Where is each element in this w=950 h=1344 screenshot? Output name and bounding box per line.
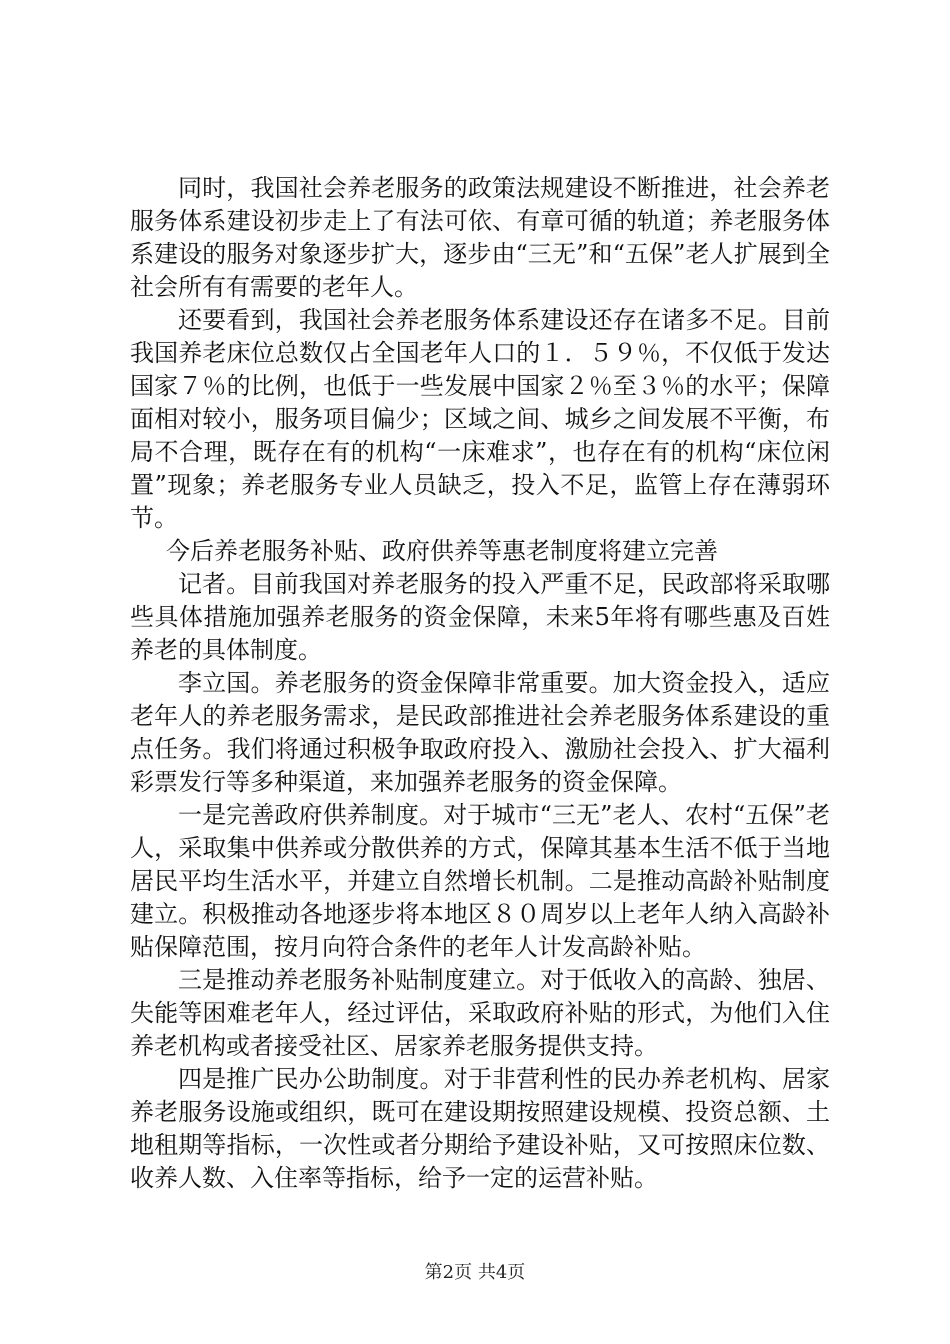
paragraph-reporter-question: 记者。目前我国对养老服务的投入严重不足，民政部将采取哪些具体措施加强养老服务的资金保障，未来5年将有哪些惠及百姓养老的具体制度。	[130, 570, 830, 664]
body-text	[130, 172, 830, 1195]
paragraph-measure-four: 四是推广民办公助制度。对于非营利性的民办养老机构、居家养老服务设施或组织，既可在建设期按照建设规模、投资总额、土地租期等指标，一次性或者分期给予建设补贴，又可按照床位数、收养人数、入住率等指标，给予一定的运营补贴。	[130, 1065, 830, 1192]
paragraph-policy-progress: 同时，我国社会养老服务的政策法规建设不断推进，社会养老服务体系建设初步走上了有法可依、有章可循的轨道；养老服务体系建设的服务对象逐步扩大，逐步由“三无”和“五保”老人扩展到全社会所有有需要的老年人。	[130, 174, 830, 301]
page-indicator: 第2页 共4页	[424, 1262, 526, 1283]
paragraph-li-liguo-answer: 李立国。养老服务的资金保障非常重要。加大资金投入，适应老年人的养老服务需求，是民政部推进社会养老服务体系建设的重点任务。我们将通过积极争取政府投入、激励社会投入、扩大福利彩票发行等多种渠道，来加强养老服务的资金保障。	[130, 669, 830, 796]
paragraph-shortcomings: 还要看到，我国社会养老服务体系建设还存在诸多不足。目前我国养老床位总数仅占全国老年人口的１．５９％，不仅低于发达国家７％的比例，也低于一些发展中国家２％至３％的水平；保障面相对较小，服务项目偏少；区域之间、城乡之间发展不平衡，布局不合理，既存在有的机构“一床难求”，也存在有的机构“床位闲置”现象；养老服务专业人员缺乏，投入不足，监管上存在薄弱环节。	[130, 306, 830, 532]
page-footer	[0, 1262, 950, 1284]
paragraph-measure-one-two: 一是完善政府供养制度。对于城市“三无”老人、农村“五保”老人，采取集中供养或分散供养的方式，保障其基本生活不低于当地居民平均生活水平，并建立自然增长机制。二是推动高龄补贴制度建立。积极推动各地逐步将本地区８０周岁以上老年人纳入高龄补贴保障范围，按月向符合条件的老年人计发高龄补贴。	[130, 801, 830, 961]
paragraph-measure-three: 三是推动养老服务补贴制度建立。对于低收入的高龄、独居、失能等困难老年人，经过评估，采取政府补贴的形式，为他们入住养老机构或者接受社区、居家养老服务提供支持。	[130, 966, 830, 1060]
section-heading: 今后养老服务补贴、政府供养等惠老制度将建立完善	[166, 537, 718, 565]
